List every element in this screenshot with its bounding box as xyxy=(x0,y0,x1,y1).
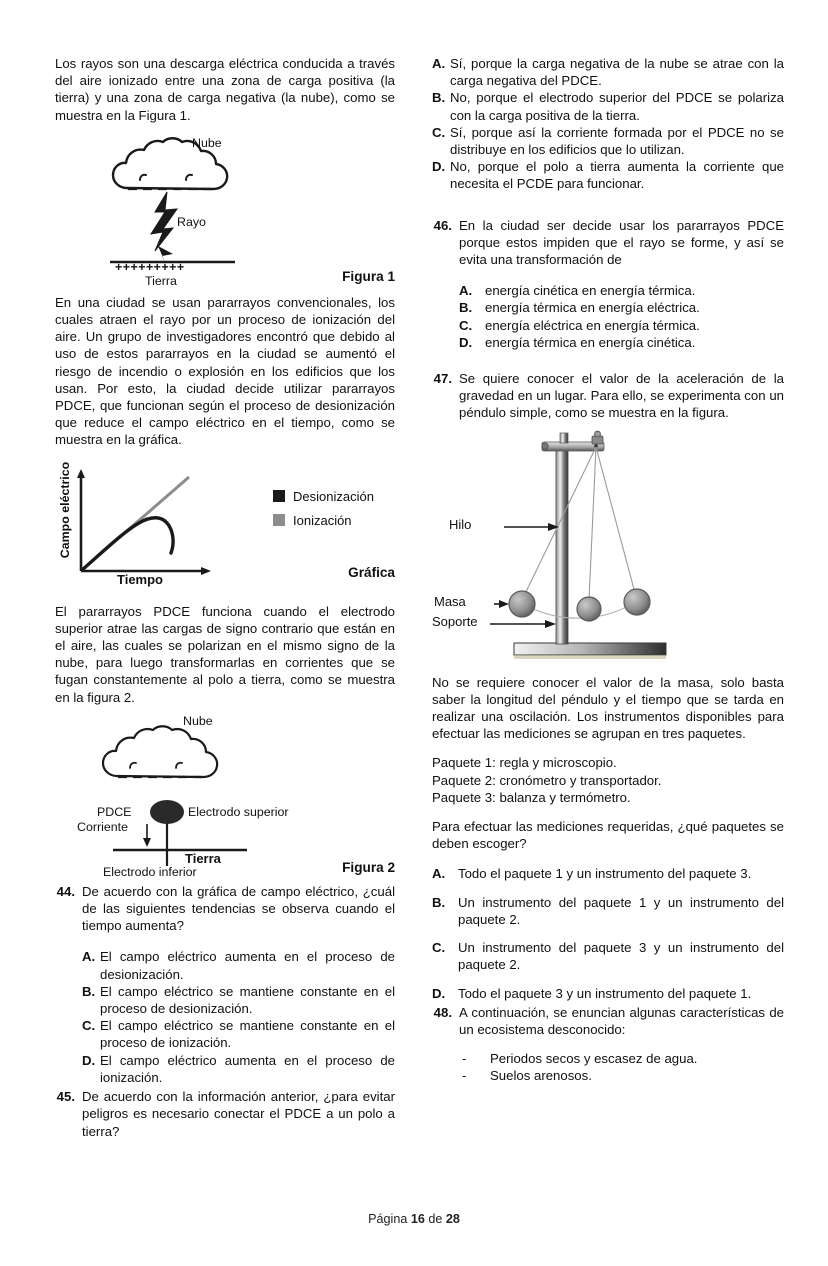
question-46-text: En la ciudad ser decide usar los pararrayos PDCE porque estos impiden que el rayo se forme, y así se evita una transformación de xyxy=(459,217,784,268)
question-44-text: De acuerdo con la gráfica de campo eléctrico, ¿cuál de las siguientes tendencias se observa cuando el tiempo aumenta? xyxy=(82,883,395,934)
dash-marker: - xyxy=(462,1051,467,1067)
option-text: El campo eléctrico aumenta en el proceso de desionización. xyxy=(100,949,395,982)
option-letter: D. xyxy=(432,159,446,175)
option-letter: D. xyxy=(432,985,446,1001)
option-letter: A. xyxy=(82,949,96,965)
figure-1-drawing xyxy=(55,136,395,286)
list-item xyxy=(462,1050,784,1067)
option-letter: B. xyxy=(432,894,446,910)
question-45 xyxy=(55,1088,395,1140)
option-d[interactable] xyxy=(82,1052,395,1086)
option-letter: C. xyxy=(82,1018,96,1034)
option-d[interactable] xyxy=(432,158,784,192)
pendulum-label-mass: Masa xyxy=(434,593,466,609)
question-44-options xyxy=(82,948,395,1086)
figure-pendulum xyxy=(432,428,784,674)
figure-1-label-cloud: Nube xyxy=(192,135,222,150)
option-text: Sí, porque la carga negativa de la nube se atrae con la carga negativa del PDCE. xyxy=(450,56,784,89)
graph-x-axis-label: Tiempo xyxy=(117,571,163,587)
intro-paragraph: Los rayos son una descarga eléctrica conducida a través del aire ionizado entre una zona de carga positiva (la tierra) y una zona de carga negativa (la nube), como se muestra en la Figura 1. xyxy=(55,56,395,123)
option-a[interactable] xyxy=(82,948,395,982)
graph-plot xyxy=(63,469,278,584)
question-45-number: 45. xyxy=(56,1089,75,1105)
footer-page-number: 16 xyxy=(410,1212,425,1226)
figure-1-charges: +++++++++ xyxy=(115,259,185,274)
option-text: El campo eléctrico se mantiene constante en el proceso de desionización. xyxy=(100,983,395,1017)
package-list xyxy=(432,754,784,806)
page-footer xyxy=(0,1212,828,1226)
left-column xyxy=(55,55,395,1140)
figure-2-label-ground: Tierra xyxy=(185,850,221,866)
package-3: Paquete 3: balanza y termómetro. xyxy=(432,789,631,805)
graph-legend xyxy=(273,489,374,537)
paragraph-3: El pararrayos PDCE funciona cuando el electrodo superior atrae las cargas de signo contrario que están en el aire, las cuales se polarizan en el mismo signo de la nube, para luego transformarlas en corrientes que se fugan constantemente al polo a tierra, como se muestra en la figura 2. xyxy=(55,603,395,705)
figure-1-caption: Figura 1 xyxy=(342,268,395,284)
option-letter: C. xyxy=(459,317,473,333)
graph-y-axis-label: Campo eléctrico xyxy=(58,461,73,558)
question-44-number: 44. xyxy=(56,883,75,899)
option-text: energía eléctrica en energía térmica. xyxy=(485,317,700,333)
figure-2-drawing xyxy=(55,714,395,879)
option-text: Todo el paquete 3 y un instrumento del paquete 1. xyxy=(458,985,752,1001)
list-item-text: Suelos arenosos. xyxy=(490,1068,592,1084)
option-letter: A. xyxy=(432,866,446,882)
question-48 xyxy=(432,1004,784,1038)
figure-1 xyxy=(55,136,395,288)
question-47-number: 47. xyxy=(433,371,452,387)
footer-total-pages: 28 xyxy=(445,1212,460,1226)
question-46-number: 46. xyxy=(433,217,452,233)
figure-1-label-ground: Tierra xyxy=(145,273,177,288)
pendulum-label-support: Soporte xyxy=(432,613,478,629)
option-c[interactable] xyxy=(432,124,784,158)
option-text: energía térmica en energía cinética. xyxy=(485,334,696,350)
footer-middle: de xyxy=(428,1212,443,1226)
option-text: energía térmica en energía eléctrica. xyxy=(485,300,700,316)
option-b[interactable] xyxy=(432,894,784,928)
option-c[interactable] xyxy=(459,317,784,334)
pendulum-drawing xyxy=(432,428,784,668)
package-2: Paquete 2: cronómetro y transportador. xyxy=(432,772,662,788)
option-letter: A. xyxy=(459,283,473,299)
option-a[interactable] xyxy=(459,282,784,299)
option-text: energía cinética en energía térmica. xyxy=(485,283,696,299)
legend-swatch-icon xyxy=(273,514,285,526)
option-letter: B. xyxy=(432,90,446,106)
option-text: No, porque el polo a tierra aumenta la corriente que necesita el PCDE para funcionar. xyxy=(450,159,784,192)
question-47-text: Se quiere conocer el valor de la aceleración de la gravedad en un lugar. Para ello, se experimenta con un péndulo simple, como se muestra en la figura. xyxy=(459,371,784,421)
question-47-paragraph: No se requiere conocer el valor de la masa, solo basta saber la longitud del péndulo y el tiempo que se tarda en realizar una oscilación. Los instrumentos disponibles para efectuar las mediciones se agrupan en tres paquetes. xyxy=(432,674,784,742)
option-letter: D. xyxy=(459,334,473,350)
option-a[interactable] xyxy=(432,55,784,89)
option-c[interactable] xyxy=(432,939,784,973)
legend-item-desionizacion xyxy=(273,489,374,504)
option-b[interactable] xyxy=(82,983,395,1017)
legend-label: Desionización xyxy=(293,488,374,504)
option-text: Un instrumento del paquete 1 y un instrumento del paquete 2. xyxy=(458,894,784,927)
question-46-options xyxy=(459,282,784,351)
figure-2-label-cloud: Nube xyxy=(183,713,213,728)
option-b[interactable] xyxy=(432,89,784,123)
legend-swatch-icon xyxy=(273,490,285,502)
figure-2-label-lower-electrode: Electrodo inferior xyxy=(103,864,197,879)
question-47 xyxy=(432,370,784,422)
pendulum-label-thread: Hilo xyxy=(449,516,472,532)
list-item-text: Periodos secos y escasez de agua. xyxy=(490,1051,698,1067)
question-46 xyxy=(432,217,784,269)
option-letter: D. xyxy=(82,1052,96,1068)
question-47-prompt: Para efectuar las mediciones requeridas, ¿qué paquetes se deben escoger? xyxy=(432,819,784,852)
paragraph-2: En una ciudad se usan pararrayos convencionales, los cuales atraen el rayo por un proceso de ionización del aire. Un grupo de investigadores encontró que debido al uso de estos pararrayos en la ciudad se aumentó el riesgo de incendio o explosión en los edificios que los usan. Por esto, la ciudad decide utilizar pararrayos PDCE, que funcionan según el proceso de desionización que reduce el campo eléctrico en el tiempo, como se muestra en la gráfica. xyxy=(55,294,395,448)
option-letter: C. xyxy=(432,940,446,956)
question-48-number: 48. xyxy=(433,1004,452,1020)
option-letter: B. xyxy=(82,983,96,999)
graph-caption: Gráfica xyxy=(348,564,395,580)
dash-marker: - xyxy=(462,1068,467,1084)
option-text: Un instrumento del paquete 3 y un instrumento del paquete 2. xyxy=(458,940,784,973)
figure-2-label-upper-electrode: Electrodo superior xyxy=(188,804,289,819)
list-item xyxy=(462,1067,784,1084)
question-45-text: De acuerdo con la información anterior, ¿para evitar peligros es necesario conectar el PDCE a un polo a tierra? xyxy=(82,1089,395,1139)
figure-2-caption: Figura 2 xyxy=(342,859,395,875)
question-45-options xyxy=(432,55,784,193)
option-text: No, porque el electrodo superior del PDCE se polariza con la carga positiva de la tierra. xyxy=(450,90,784,123)
option-a[interactable] xyxy=(432,865,784,882)
figure-2-label-current: Corriente xyxy=(77,819,128,834)
figure-2 xyxy=(55,714,395,881)
option-text: Todo el paquete 1 y un instrumento del paquete 3. xyxy=(458,866,752,882)
question-47-options xyxy=(432,865,784,1001)
legend-label: Ionización xyxy=(293,512,352,528)
question-48-items xyxy=(462,1050,784,1084)
option-text: El campo eléctrico aumenta en el proceso de ionización. xyxy=(100,1052,395,1085)
option-text: Sí, porque así la corriente formada por el PDCE no se distribuye en los edificios que lo utilizan. xyxy=(450,124,784,158)
option-c[interactable] xyxy=(82,1017,395,1051)
footer-prefix: Página xyxy=(368,1212,408,1226)
legend-item-ionizacion xyxy=(273,513,374,528)
electric-field-graph xyxy=(55,461,395,589)
option-letter: A. xyxy=(432,56,446,71)
right-column xyxy=(432,55,784,1085)
question-44 xyxy=(55,883,395,935)
option-d[interactable] xyxy=(459,334,784,351)
option-d[interactable] xyxy=(432,985,784,1002)
option-b[interactable] xyxy=(459,299,784,316)
option-text: El campo eléctrico se mantiene constante en el proceso de ionización. xyxy=(100,1018,395,1051)
package-1: Paquete 1: regla y microscopio. xyxy=(432,755,617,771)
figure-2-label-pdce: PDCE xyxy=(97,804,132,819)
option-letter: B. xyxy=(459,300,473,316)
option-letter: C. xyxy=(432,124,446,140)
figure-1-label-ray: Rayo xyxy=(177,214,206,229)
question-48-text: A continuación, se enuncian algunas características de un ecosistema desconocido: xyxy=(459,1004,784,1037)
